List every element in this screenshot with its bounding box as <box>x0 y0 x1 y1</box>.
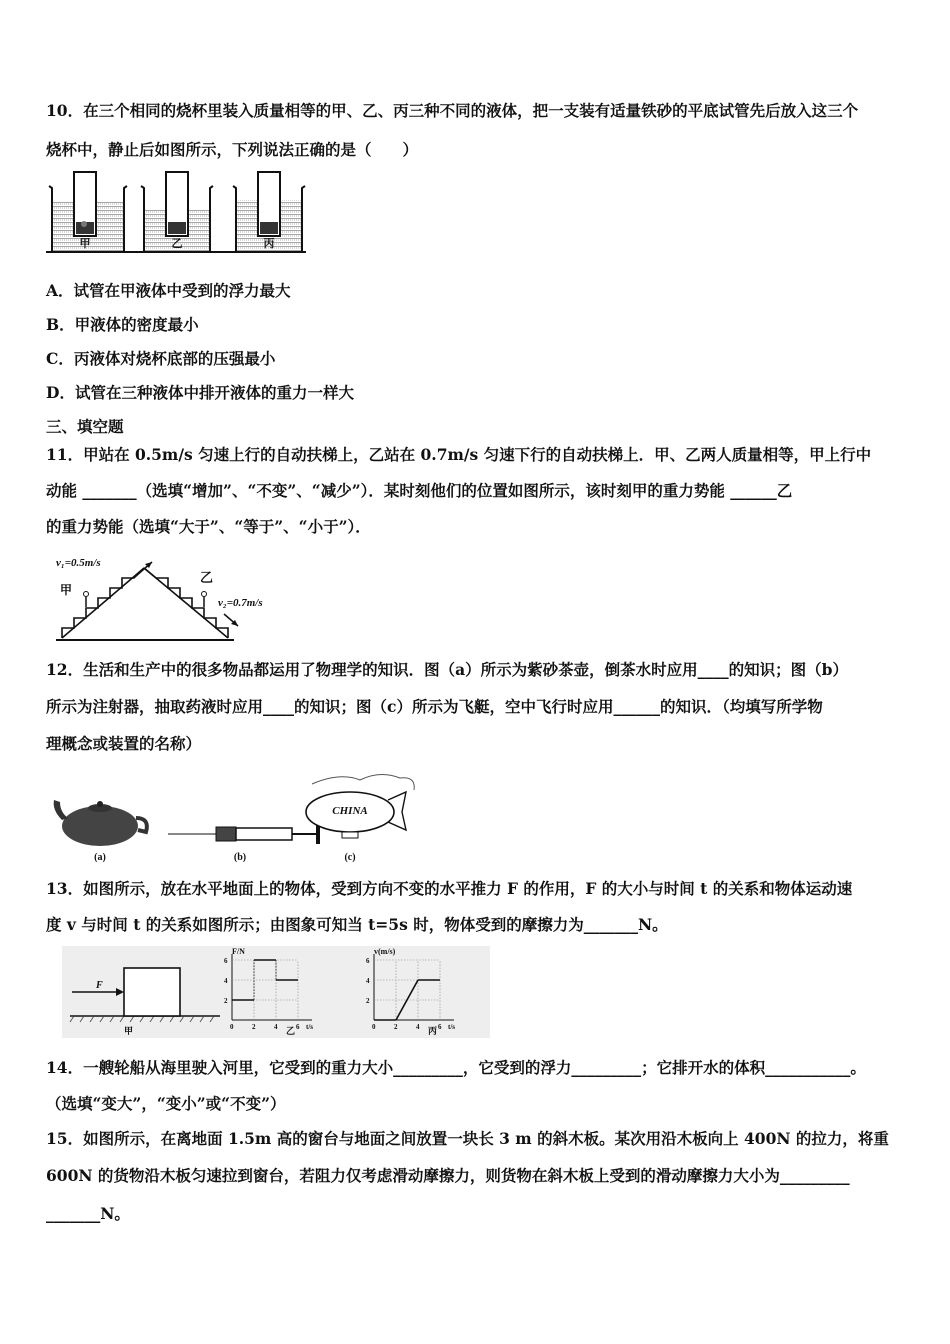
force-ytick-6: 6 <box>224 957 228 965</box>
velocity-xtick-2: 2 <box>394 1023 398 1031</box>
q10-stem-line1: 10．在三个相同的烧杯里装入质量相等的甲、乙、丙三种不同的液体，把一支装有适量铁砂的平底试管先后放入这三个 <box>46 101 859 120</box>
velocity-xtick-4: 4 <box>416 1023 420 1031</box>
force-xtick-2: 2 <box>252 1023 256 1031</box>
blimp-text: CHINA <box>332 805 368 817</box>
person-yi-icon <box>202 592 207 608</box>
force-xtick-6: 6 <box>296 1023 300 1031</box>
q14-stem-line2: （选填“变大”，“变小”或“不变”） <box>46 1094 286 1113</box>
q10-option-c: C．丙液体对烧杯底部的压强最小 <box>46 349 276 368</box>
beaker-bing <box>233 172 305 252</box>
q12-stem-line3: 理概念或装置的名称） <box>46 734 202 753</box>
force-xtick-4: 4 <box>274 1023 278 1031</box>
force-label: F <box>96 980 103 991</box>
section-heading: 三、填空题 <box>46 417 124 436</box>
beaker-label-bing: 丙 <box>263 238 275 250</box>
velocity-ytick-6: 6 <box>366 957 370 965</box>
q15-stem-line1: 15．如图所示，在离地面 1.5m 高的窗台与地面之间放置一块长 3 m 的斜木板。某次用沿木板向上 400N 的拉力，将重 <box>46 1129 889 1148</box>
caption-b: (b) <box>233 852 247 863</box>
label-bing: 丙 <box>428 1026 438 1036</box>
q13-figure-panel <box>62 946 490 1038</box>
person-yi-label: 乙 <box>200 570 214 585</box>
q15-stem-line2: 600N 的货物沿木板匀速拉到窗台，若阻力仅考虑滑动摩擦力，则货物在斜木板上受到的滑动摩擦力大小为_________ <box>46 1166 850 1185</box>
force-xtick-0: 0 <box>230 1023 234 1031</box>
beakers-figure <box>46 170 306 258</box>
velocity-xtick-6: 6 <box>438 1023 442 1031</box>
person-jia-label: 甲 <box>60 583 73 597</box>
blimp-icon <box>306 774 414 838</box>
q12-stem-line2: 所示为注射器，抽取药液时应用____的知识；图（c）所示为飞艇，空中飞行时应用______的知识．（均填写所学物 <box>46 697 823 716</box>
syringe-icon <box>168 824 320 844</box>
q15-stem-line3: _______N。 <box>46 1204 130 1223</box>
v1-label: v₁=0.5m/s <box>56 557 101 569</box>
beaker-yi <box>141 172 213 252</box>
label-yi: 乙 <box>286 1026 296 1036</box>
q13-figure <box>62 946 490 1038</box>
q10-option-d: D．试管在三种液体中排开液体的重力一样大 <box>46 383 354 402</box>
f-axis-label: F/N <box>232 947 245 956</box>
beaker-label-jia: 甲 <box>79 238 91 250</box>
q10-stem-line2: 烧杯中，静止后如图所示，下列说法正确的是（ ） <box>46 140 419 159</box>
q11-stem-line3: 的重力势能（选填“大于”、“等于”、“小于”）． <box>46 517 371 536</box>
caption-c: (c) <box>344 852 356 863</box>
q10-option-b: B．甲液体的密度最小 <box>46 315 199 334</box>
velocity-time-chart <box>366 947 455 1036</box>
v-axis-label: v(m/s) <box>374 947 396 956</box>
q14-stem-line1: 14．一艘轮船从海里驶入河里，它受到的重力大小_________，它受到的浮力_________；它排开水的体积___________。 <box>46 1058 866 1077</box>
velocity-t-axis-label: t/s <box>448 1023 455 1031</box>
force-arrow-icon <box>116 988 124 996</box>
objects-figure <box>50 770 420 866</box>
caption-a: (a) <box>94 852 106 863</box>
q11-stem-line2: 动能 _______（选填“增加”、“不变”、“减少”）．某时刻他们的位置如图所示，该时刻甲的重力势能 ______乙 <box>46 481 793 500</box>
beaker-jia <box>49 172 127 252</box>
velocity-xtick-0: 0 <box>372 1023 376 1031</box>
q13-stem-line2: 度 v 与时间 t 的关系如图所示；由图象可知当 t=5s 时，物体受到的摩擦力为_______N。 <box>46 915 668 934</box>
block-diagram <box>70 968 220 1036</box>
q13-stem-line1: 13．如图所示，放在水平地面上的物体，受到方向不变的水平推力 F 的作用，F 的大小与时间 t 的关系和物体运动速 <box>46 879 853 898</box>
force-time-chart <box>224 947 313 1036</box>
q11-stem-line1: 11．甲站在 0.5m/s 匀速上行的自动扶梯上，乙站在 0.7m/s 匀速下行的自动扶梯上．甲、乙两人质量相等，甲上行中 <box>46 445 872 464</box>
label-jia: 甲 <box>124 1026 134 1036</box>
beaker-label-yi: 乙 <box>171 238 183 250</box>
person-jia-icon <box>84 592 89 608</box>
teapot-icon <box>54 800 147 846</box>
escalator-figure <box>52 554 282 646</box>
velocity-ytick-2: 2 <box>366 997 370 1005</box>
q12-stem-line1: 12．生活和生产中的很多物品都运用了物理学的知识．图（a）所示为紫砂茶壶，倒茶水时应用____的知识；图（b） <box>46 660 848 679</box>
force-ytick-4: 4 <box>224 977 228 985</box>
q10-option-a: A．试管在甲液体中受到的浮力最大 <box>46 281 291 300</box>
force-ytick-2: 2 <box>224 997 228 1005</box>
velocity-ytick-4: 4 <box>366 977 370 985</box>
force-t-axis-label: t/s <box>306 1023 313 1031</box>
v2-label: v₂=0.7m/s <box>218 597 263 609</box>
